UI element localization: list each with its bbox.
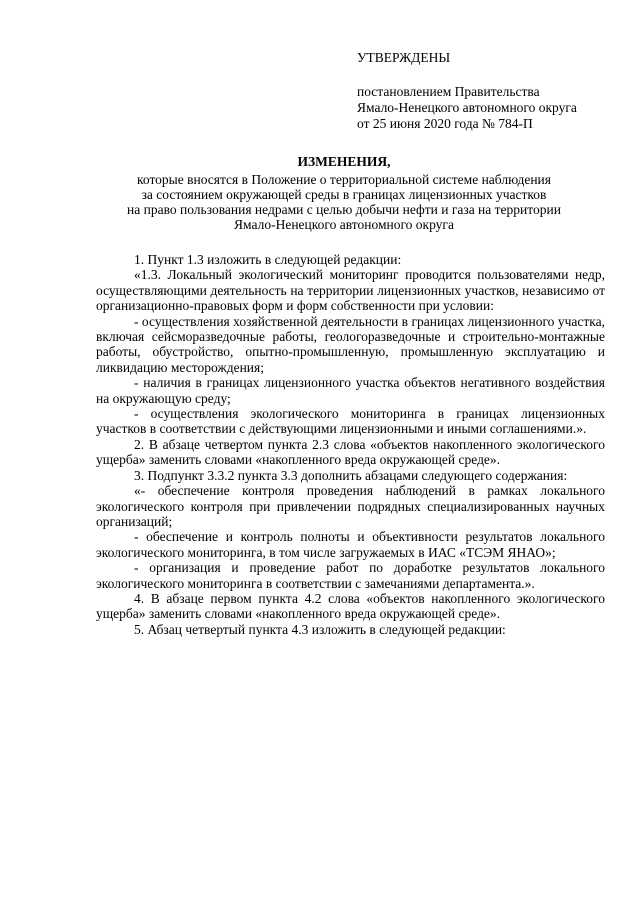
paragraph: «- обеспечение контроля проведения наблюдений в рамках локального экологического контроля при привлечении подрядных специализированных научных организаций;: [96, 483, 605, 529]
document-body: [96, 252, 605, 637]
paragraph: - осуществления экологического мониторинга в границах лицензионных участков в соответствии с действующими лицензионными и иными соглашениями.».: [96, 406, 605, 437]
paragraph: - наличия в границах лицензионного участка объектов негативного воздействия на окружающую среду;: [96, 375, 605, 406]
approval-line: Ямало-Ненецкого автономного округа: [357, 100, 577, 115]
heading-line: которые вносятся в Положение о территориальной системе наблюдения: [137, 172, 551, 187]
approval-line: постановлением Правительства: [357, 84, 540, 99]
approval-block: [357, 50, 577, 132]
heading-line: за состоянием окружающей среды в границах лицензионных участков: [141, 187, 547, 202]
approval-title: УТВЕРЖДЕНЫ: [357, 50, 451, 65]
paragraph: 1. Пункт 1.3 изложить в следующей редакции:: [134, 252, 402, 267]
paragraph: 2. В абзаце четвертом пункта 2.3 слова «объектов накопленного экологического ущерба» заменить словами «накопленного вреда окружающей среде».: [96, 436, 605, 468]
document-title: ИЗМЕНЕНИЯ,: [297, 154, 391, 169]
paragraph: - осуществления хозяйственной деятельности в границах лицензионного участка, включая сейсморазведочные работы, геологоразведочные и строительно-монтажные работы, обустройство, опытно-промышленную, промышленную эксплуатацию и ликвидацию месторождения;: [96, 313, 605, 375]
heading-line: Ямало-Ненецкого автономного округа: [234, 217, 454, 232]
paragraph: «1.3. Локальный экологический мониторинг проводится пользователями недр, осуществляющими деятельность на территории лицензионных участков, независимо от организационно-правовых форм и форм собственности при условии:: [96, 267, 605, 314]
paragraph: - организация и проведение работ по доработке результатов локального экологического мониторинга в соответствии с замечаниями департамента.».: [96, 560, 605, 591]
heading-line: на право пользования недрами с целью добычи нефти и газа на территории: [127, 202, 561, 217]
paragraph: - обеспечение и контроль полноты и объективности результатов локального экологического мониторинга, в том числе загружаемых в ИАС «ТСЭМ ЯНАО»;: [96, 529, 605, 560]
paragraph: 5. Абзац четвертый пункта 4.3 изложить в следующей редакции:: [134, 621, 506, 637]
paragraph: 3. Подпункт 3.3.2 пункта 3.3 дополнить абзацами следующего содержания:: [134, 467, 568, 483]
document-heading: [108, 154, 580, 232]
approval-line: от 25 июня 2020 года № 784-П: [357, 116, 533, 131]
paragraph: 4. В абзаце первом пункта 4.2 слова «объектов накопленного экологического ущерба» заменить словами «накопленного вреда окружающей среде».: [96, 590, 605, 622]
